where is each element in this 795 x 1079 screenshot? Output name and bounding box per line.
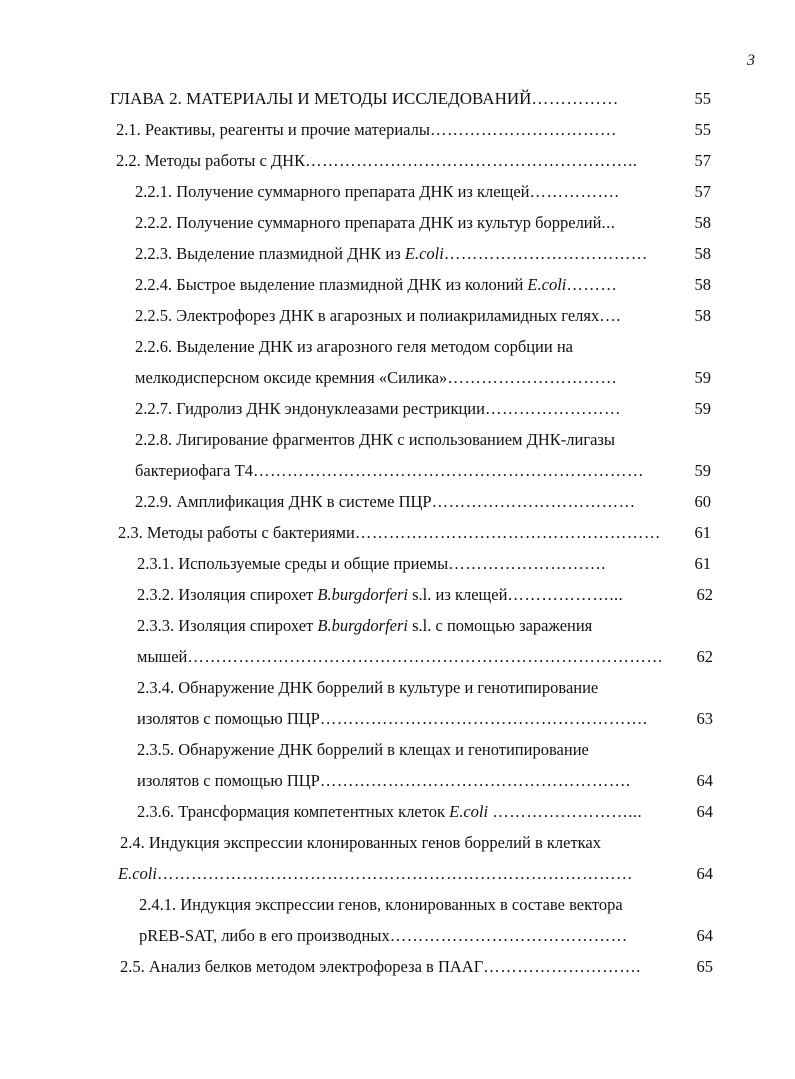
toc-section-2-2-3 — [0, 241, 795, 267]
toc-page-number: 62 — [696, 647, 713, 666]
toc-entry-text: 2.3.4. Обнаружение ДНК боррелий в культуре и генотипирование — [137, 678, 599, 697]
toc-entry-italic: B.burgdorferi — [317, 616, 408, 635]
toc-entry-text: изолятов с помощью ПЦР — [137, 709, 320, 728]
toc-entry-text: 2.2.6. Выделение ДНК из агарозного геля методом сорбции на — [135, 337, 573, 356]
toc-leader: ……………………... — [492, 802, 643, 821]
toc-entry-text: 2.3.3. Изоляция спирохет — [137, 616, 318, 635]
toc-page-number: 61 — [694, 523, 711, 542]
toc-section-2-3-5 — [0, 737, 795, 763]
toc-section-2-2 — [0, 148, 795, 174]
toc-page-number: 62 — [696, 585, 713, 604]
toc-page-number: 64 — [696, 771, 713, 790]
toc-page-number: 64 — [696, 802, 713, 821]
toc-leader: …………………… — [484, 399, 621, 418]
toc-leader: ……………………………………………… — [354, 523, 661, 542]
toc-entry-text: 2.3.1. Используемые среды и общие приемы — [137, 554, 449, 573]
toc-entry-text: 2.4.1. Индукция экспрессии генов, клонированных в составе вектора — [139, 895, 623, 914]
toc-entry-text: мышей — [137, 647, 188, 666]
toc-page-number: 63 — [696, 709, 713, 728]
toc-section-2-3-6 — [0, 799, 795, 825]
toc-section-2-2-2 — [0, 210, 795, 236]
toc-section-2-3-3-cont — [0, 644, 795, 670]
toc-page-number: 64 — [696, 864, 713, 883]
toc-entry-text: 2.4. Индукция экспрессии клонированных генов боррелий в клетках — [120, 833, 601, 852]
toc-page-number: 59 — [694, 461, 711, 480]
toc-page-number: 55 — [694, 89, 711, 108]
toc-entry-text: 2.2.4. Быстрое выделение плазмидной ДНК из колоний — [135, 275, 528, 294]
toc-entry-text: 2.2.8. Лигирование фрагментов ДНК с использованием ДНК-лигазы — [135, 430, 616, 449]
toc-leader: ………………………………………………………………………… — [156, 864, 633, 883]
toc-section-2-2-4 — [0, 272, 795, 298]
toc-page-number: 58 — [694, 275, 711, 294]
toc-entry-text-post: s.l. с помощью заражения — [408, 616, 593, 635]
toc-section-2-4-cont — [0, 861, 795, 887]
toc-section-2-4-1 — [0, 892, 795, 918]
toc-section-2-3-4-cont — [0, 706, 795, 732]
toc-entry-text: бактериофага Т4 — [135, 461, 253, 480]
toc-section-2-2-8 — [0, 427, 795, 453]
toc-entry-text: 2.2. Методы работы с ДНК — [116, 151, 306, 170]
toc-entry-text: 2.3.5. Обнаружение ДНК боррелий в клещах и генотипирование — [137, 740, 589, 759]
toc-section-2-3 — [0, 520, 795, 546]
toc-section-2-3-1 — [0, 551, 795, 577]
toc-entry-text: мелкодисперсном оксиде кремния «Силика» — [135, 368, 448, 387]
toc-leader: ………………………………………………….. — [305, 151, 638, 170]
toc-section-2-2-9 — [0, 489, 795, 515]
toc-entry-text: 2.3.2. Изоляция спирохет — [137, 585, 318, 604]
toc-leader: ………………………. — [448, 554, 606, 573]
toc-page-number: 58 — [694, 244, 711, 263]
toc-page-number: 59 — [694, 368, 711, 387]
toc-page-number: 60 — [694, 492, 711, 511]
toc-page-number: 58 — [694, 213, 711, 232]
toc-entry-text: 2.3. Методы работы с бактериями — [118, 523, 355, 542]
toc-entry-text: 2.1. Реактивы, реагенты и прочие материалы — [116, 120, 430, 139]
toc-section-2-1 — [0, 117, 795, 143]
toc-page-number: 57 — [694, 151, 711, 170]
toc-entry-text: 2.2.9. Амплификация ДНК в системе ПЦР — [135, 492, 432, 511]
toc-leader: …………………………………… — [389, 926, 628, 945]
toc-leader: …………… — [531, 89, 619, 108]
toc-section-2-2-1 — [0, 179, 795, 205]
toc-entry-text-post: s.l. из клещей — [408, 585, 508, 604]
toc-entry-text: 2.3.6. Трансформация компетентных клеток — [137, 802, 450, 821]
toc-entry-italic: E.coli — [118, 864, 157, 883]
toc-leader: ………………………. — [483, 957, 641, 976]
toc-chapter-2 — [0, 86, 795, 112]
toc-section-2-3-5-cont — [0, 768, 795, 794]
toc-page-number: 58 — [694, 306, 711, 325]
toc-leader: …………………………………………………. — [319, 709, 648, 728]
toc-section-2-2-8-cont — [0, 458, 795, 484]
toc-section-2-3-2 — [0, 582, 795, 608]
toc-section-2-2-5 — [0, 303, 795, 329]
toc-section-2-2-6-cont — [0, 365, 795, 391]
toc-leader: …………………………………………………………… — [252, 461, 644, 480]
toc-entry-text: 2.2.3. Выделение плазмидной ДНК из — [135, 244, 405, 263]
toc-leader: ……… — [566, 275, 618, 294]
toc-leader: ………………………………………………………………………… — [187, 647, 664, 666]
toc-section-2-4-1-cont — [0, 923, 795, 949]
toc-section-2-3-3 — [0, 613, 795, 639]
toc-entry-text: 2.2.2. Получение суммарного препарата ДНК из культур боррелий — [135, 213, 602, 232]
toc-entry-text: 2.2.1. Получение суммарного препарата ДНК из клещей — [135, 182, 530, 201]
toc-page-number: 59 — [694, 399, 711, 418]
toc-leader: ... — [601, 213, 616, 232]
toc-leader: ……………………………… — [431, 492, 636, 511]
toc-section-2-2-7 — [0, 396, 795, 422]
toc-page-number: 55 — [694, 120, 711, 139]
toc-entry-italic: E.coli — [449, 802, 489, 821]
toc-section-2-2-6 — [0, 334, 795, 360]
toc-leader: ……………. — [529, 182, 620, 201]
toc-leader: …………………………… — [429, 120, 617, 139]
toc-page-number: 61 — [694, 554, 711, 573]
toc-entry-italic: B.burgdorferi — [317, 585, 408, 604]
toc-entry-italic: E.coli — [527, 275, 567, 294]
toc-section-2-4 — [0, 830, 795, 856]
toc-leader: ………………... — [507, 585, 624, 604]
toc-page-number: 57 — [694, 182, 711, 201]
toc-page-number: 64 — [696, 926, 713, 945]
toc-entry-text: 2.2.7. Гидролиз ДНК эндонуклеазами рестрикции — [135, 399, 485, 418]
toc-section-2-3-4 — [0, 675, 795, 701]
toc-leader: …. — [599, 306, 621, 325]
toc-leader: ………………………… — [447, 368, 618, 387]
toc-entry-italic: E.coli — [404, 244, 444, 263]
toc-entry-text: 2.2.5. Электрофорез ДНК в агарозных и полиакриламидных гелях — [135, 306, 600, 325]
toc-entry-text: изолятов с помощью ПЦР — [137, 771, 320, 790]
toc-leader: ………………………………………………. — [319, 771, 631, 790]
toc-entry-text: ГЛАВА 2. МАТЕРИАЛЫ И МЕТОДЫ ИССЛЕДОВАНИЙ — [110, 89, 532, 108]
toc-entry-text: pREB-SAT, либо в его производных — [139, 926, 390, 945]
toc-section-2-5 — [0, 954, 795, 980]
page-number: 3 — [747, 52, 755, 69]
toc-entry-text: 2.5. Анализ белков методом электрофореза в ПААГ — [120, 957, 484, 976]
toc-page-number: 65 — [696, 957, 713, 976]
toc-leader: ……………………………… — [443, 244, 648, 263]
